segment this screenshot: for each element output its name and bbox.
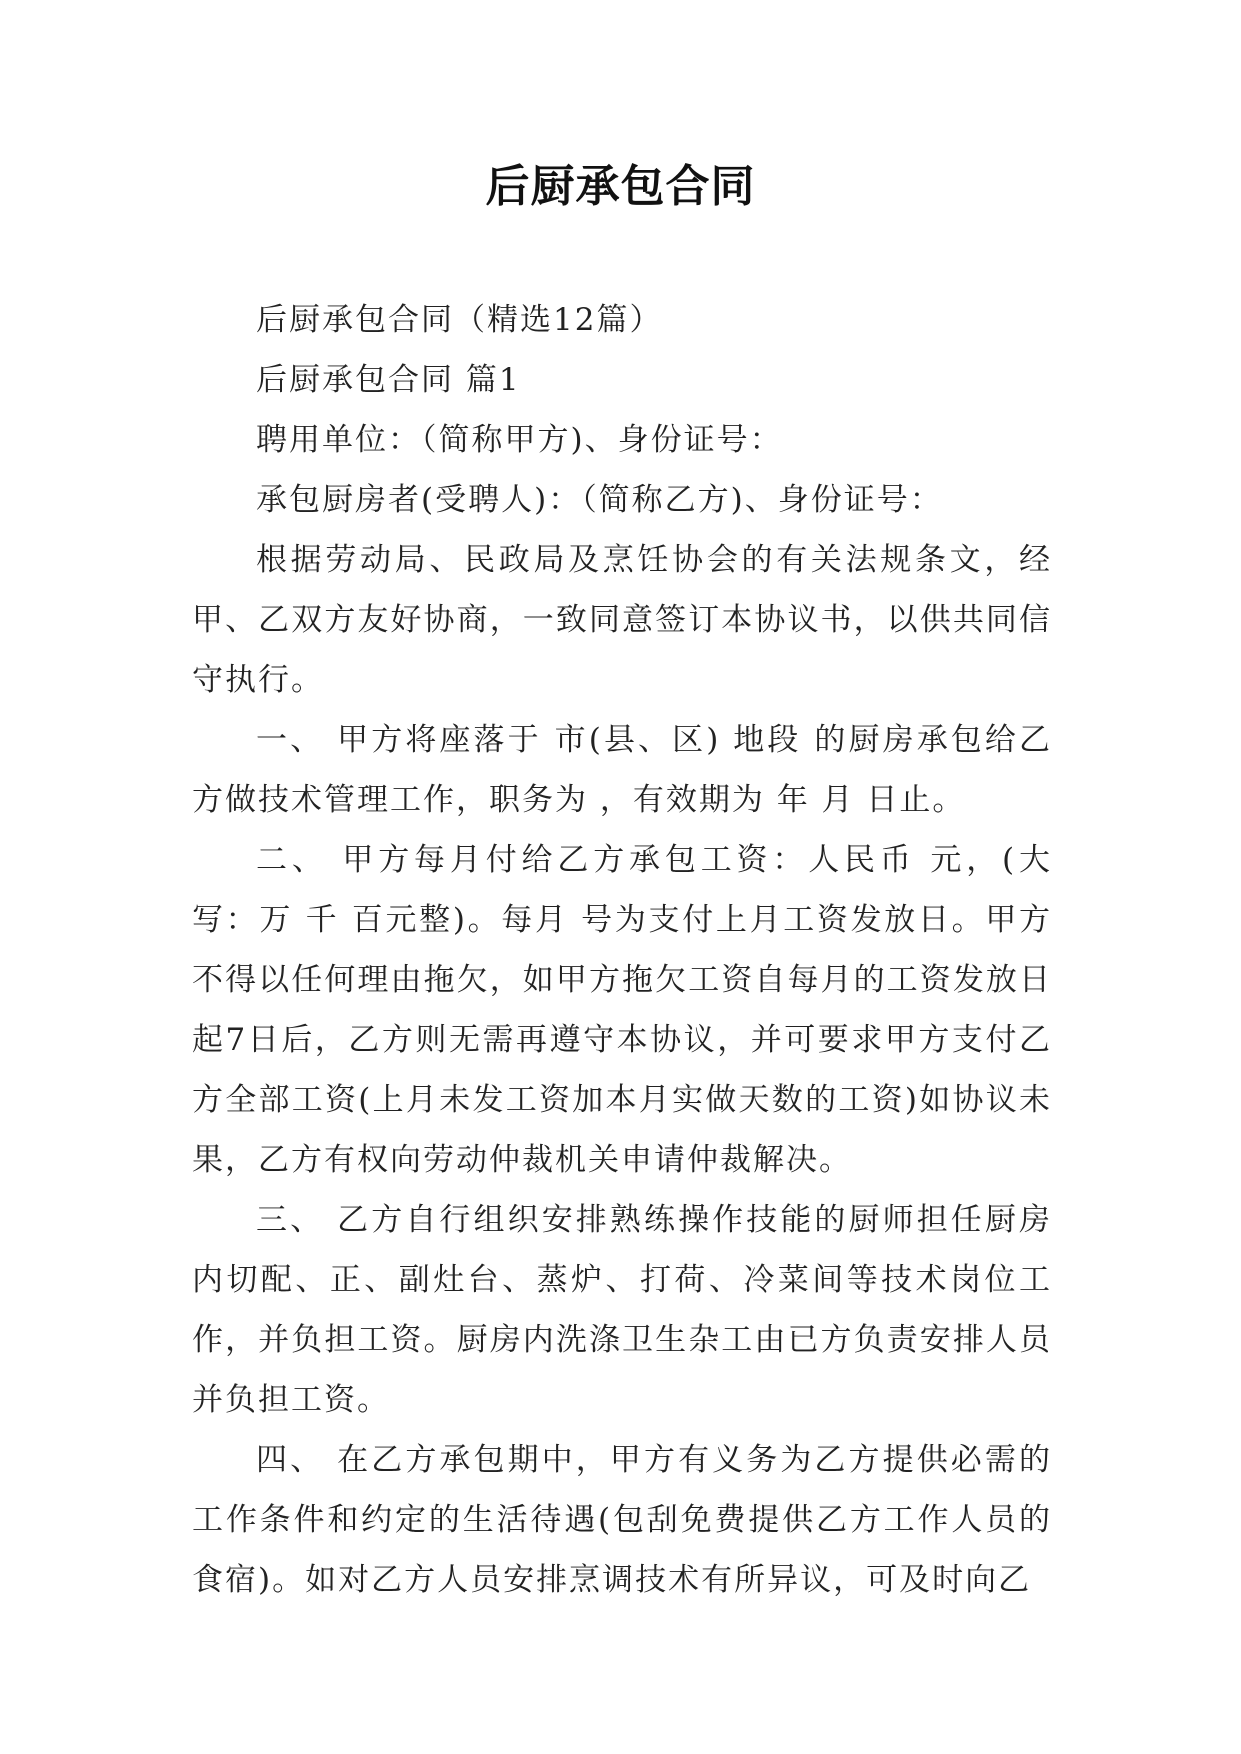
paragraph-employer: 聘用单位：（简称甲方)、身份证号：: [256, 422, 783, 458]
paragraph-subtitle: 后厨承包合同（精选12篇）: [256, 302, 663, 338]
paragraph-clause-2: 二、 甲方每月付给乙方承包工资：人民币 元，(大写：万 千 百元整)。每月 号为支付上月工资发放日。甲方不得以任何理由拖欠，如甲方拖欠工资自每月的工资发放日起7日后，乙方则无需再遵守本协议，并可要求甲方支付乙方全部工资(上月未发工资加本月实做天数的工资)如协议未果，乙方有权向劳动仲裁机关申请仲裁解决。: [192, 842, 1052, 1178]
paragraph-preamble: 根据劳动局、民政局及烹饪协会的有关法规条文，经甲、乙双方友好协商，一致同意签订本协议书，以供共同信守执行。: [192, 542, 1052, 698]
document-body: [192, 290, 1052, 1610]
paragraph-clause-3: 三、 乙方自行组织安排熟练操作技能的厨师担任厨房内切配、正、副灶台、蒸炉、打荷、冷菜间等技术岗位工作，并负担工资。厨房内洗涤卫生杂工由已方负责安排人员并负担工资。: [192, 1202, 1052, 1418]
paragraph-clause-1: 一、 甲方将座落于 市(县、区) 地段 的厨房承包给乙方做技术管理工作，职务为 ，有效期为 年 月 日止。: [192, 722, 1052, 818]
paragraph-contractor: 承包厨房者(受聘人)：（简称乙方)、身份证号：: [256, 482, 943, 518]
paragraph-clause-4: 四、 在乙方承包期中，甲方有义务为乙方提供必需的工作条件和约定的生活待遇(包刮免费提供乙方工作人员的食宿)。如对乙方人员安排烹调技术有所异议，可及时向乙: [192, 1442, 1052, 1598]
paragraph-section-heading: 后厨承包合同 篇1: [256, 362, 521, 398]
document-title: 后厨承包合同: [485, 161, 756, 212]
